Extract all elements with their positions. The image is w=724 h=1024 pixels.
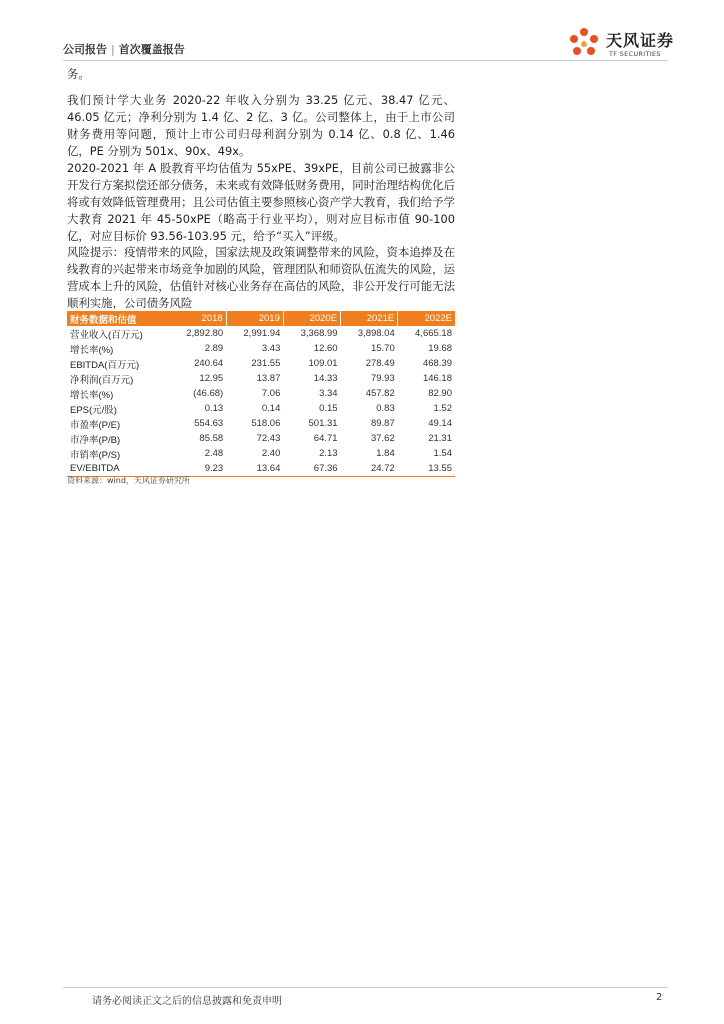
table-row — [67, 356, 455, 371]
table-cell: (46.68) — [193, 388, 224, 399]
brand-name-cn: 天风证券 — [606, 31, 675, 50]
report-type: 公司报告 — [63, 43, 107, 56]
report-subtype: 首次覆盖报告 — [118, 43, 185, 56]
table-cell: 1.52 — [433, 403, 452, 414]
table-header-cell: 2022E — [398, 311, 455, 326]
table-header-row — [67, 311, 455, 326]
table-row-label: 增长率(%) — [70, 389, 114, 401]
risk-text: 疫情带来的风险，国家法规及政策调整带来的风险，资本追捧及在线教育的兴起带来市场竞争加剧的风险，管理团队和师资队伍流失的风险，运营成本上升的风险，估值针对核心业务存在高估的风险，非公开发行可能无法顺利实施，公司债务风险 — [67, 245, 455, 310]
header-separator: | — [111, 43, 115, 56]
table-header-cell: 2018 — [169, 311, 226, 326]
table-cell: 146.18 — [422, 373, 452, 384]
table-row-label: 营业收入(百万元) — [70, 329, 143, 341]
paragraph-continuation: 务。 — [67, 67, 90, 81]
table-cell: 9.23 — [169, 461, 226, 477]
table-cell: 21.31 — [428, 433, 452, 444]
table-row — [67, 431, 455, 446]
table-cell: 24.72 — [341, 461, 398, 477]
table-cell: 2.48 — [204, 448, 224, 459]
financial-data-table — [67, 311, 455, 477]
table-cell: 37.62 — [370, 433, 395, 444]
table-cell: 79.93 — [370, 373, 395, 384]
table-row — [67, 416, 455, 431]
table-header-cell: 财务数据和估值 — [67, 311, 169, 326]
paragraph-valuation: 2020-2021 年 A 股教育平均估值为 55xPE、39xPE，目前公司已披露非公开发行方案拟偿还部分债务，未来或有效降低财务费用，同时治理结构优化后将或有效降低管理费用；且公司估值主要参照核心资产学大教育，我们给予学大教育 2021 年 45-50xPE（略高于行业平均），则对应目标市值 90-100 亿，对应目标价 93.56-103.95 元，给予“买入”评级。 — [67, 161, 455, 243]
table-source-note: 资料来源：wind，天风证券研究所 — [67, 476, 190, 485]
table-cell: 2.40 — [261, 448, 281, 459]
table-cell: 554.63 — [194, 418, 224, 429]
table-cell: 109.01 — [308, 358, 338, 369]
table-cell: 1.84 — [376, 448, 395, 459]
table-row-label: EV/EBITDA — [67, 461, 169, 477]
paragraph-risk — [67, 244, 455, 312]
table-row — [67, 371, 455, 386]
table-cell: 12.60 — [313, 343, 338, 354]
table-cell: 2,991.94 — [243, 328, 281, 339]
table-cell: 4,665.18 — [415, 328, 452, 339]
table-cell: 518.06 — [251, 418, 281, 429]
table-row-label: 市销率(P/S) — [70, 449, 121, 461]
table-header-cell: 2020E — [283, 311, 340, 326]
table-row-label: 市净率(P/B) — [70, 434, 121, 446]
table-cell: 0.15 — [319, 403, 338, 414]
table-cell: 49.14 — [428, 418, 452, 429]
table-cell: 72.43 — [256, 433, 281, 444]
table-row — [67, 386, 455, 401]
table-cell: 278.49 — [365, 358, 395, 369]
brand-name-en: TF SECURITIES — [609, 50, 661, 58]
report-category — [63, 41, 185, 57]
table-cell: 240.64 — [194, 358, 224, 369]
table-header-cell: 2021E — [341, 311, 398, 326]
page-number: 2 — [656, 992, 663, 1003]
table-row — [67, 446, 455, 461]
table-row-label: 增长率(%) — [70, 344, 114, 356]
table-cell: 0.13 — [204, 403, 224, 414]
table-cell: 3.43 — [261, 343, 281, 354]
table-cell: 468.39 — [422, 358, 452, 369]
table-row-label: 净利润(百万元) — [70, 374, 134, 386]
table-row-label: EBITDA(百万元) — [70, 359, 140, 371]
table-header-cell: 2019 — [226, 311, 283, 326]
table-cell: 12.95 — [199, 373, 224, 384]
table-cell: 14.33 — [313, 373, 338, 384]
table-cell: 13.64 — [226, 461, 283, 477]
table-row — [67, 326, 455, 341]
table-cell: 1.54 — [433, 448, 452, 459]
table-cell: 0.14 — [261, 403, 281, 414]
table-cell: 82.90 — [428, 388, 452, 399]
paragraph-forecast: 我们预计学大业务 2020-22 年收入分别为 33.25 亿元、38.47 亿元、46.05 亿元；净利分别为 1.4 亿、2 亿、3 亿。公司整体上，由于上市公司财务费用等问题，预计上市公司归母利润分别为 0.14 亿、0.8 亿、1.46 亿，PE 分别为 501x、90x、49x。 — [67, 93, 455, 158]
table-cell: 501.31 — [308, 418, 338, 429]
table-cell: 2.89 — [204, 343, 224, 354]
table-cell: 457.82 — [365, 388, 395, 399]
footer-divider — [63, 987, 668, 988]
table-cell: 7.06 — [261, 388, 281, 399]
risk-label: 风险提示： — [67, 245, 125, 259]
table-cell: 85.58 — [199, 433, 224, 444]
table-cell: 2,892.80 — [186, 328, 224, 339]
table-cell: 3,368.99 — [300, 328, 338, 339]
table-cell: 64.71 — [313, 433, 338, 444]
table-cell: 231.55 — [251, 358, 281, 369]
table-cell: 13.55 — [398, 461, 455, 477]
table-row-label: 市盈率(P/E) — [70, 419, 121, 431]
table-cell: 0.83 — [376, 403, 395, 414]
table-row-label: EPS(元/股) — [70, 404, 117, 416]
table-cell: 3.34 — [319, 388, 338, 399]
table-cell: 3,898.04 — [357, 328, 395, 339]
table-cell: 67.36 — [283, 461, 340, 477]
table-cell: 13.87 — [256, 373, 281, 384]
table-cell: 89.87 — [370, 418, 395, 429]
footer-disclaimer: 请务必阅读正文之后的信息披露和免责申明 — [92, 996, 282, 1007]
table-row — [67, 401, 455, 416]
table-cell: 2.13 — [319, 448, 338, 459]
table-row — [67, 341, 455, 356]
table-cell: 15.70 — [370, 343, 395, 354]
table-cell: 19.68 — [428, 343, 452, 354]
